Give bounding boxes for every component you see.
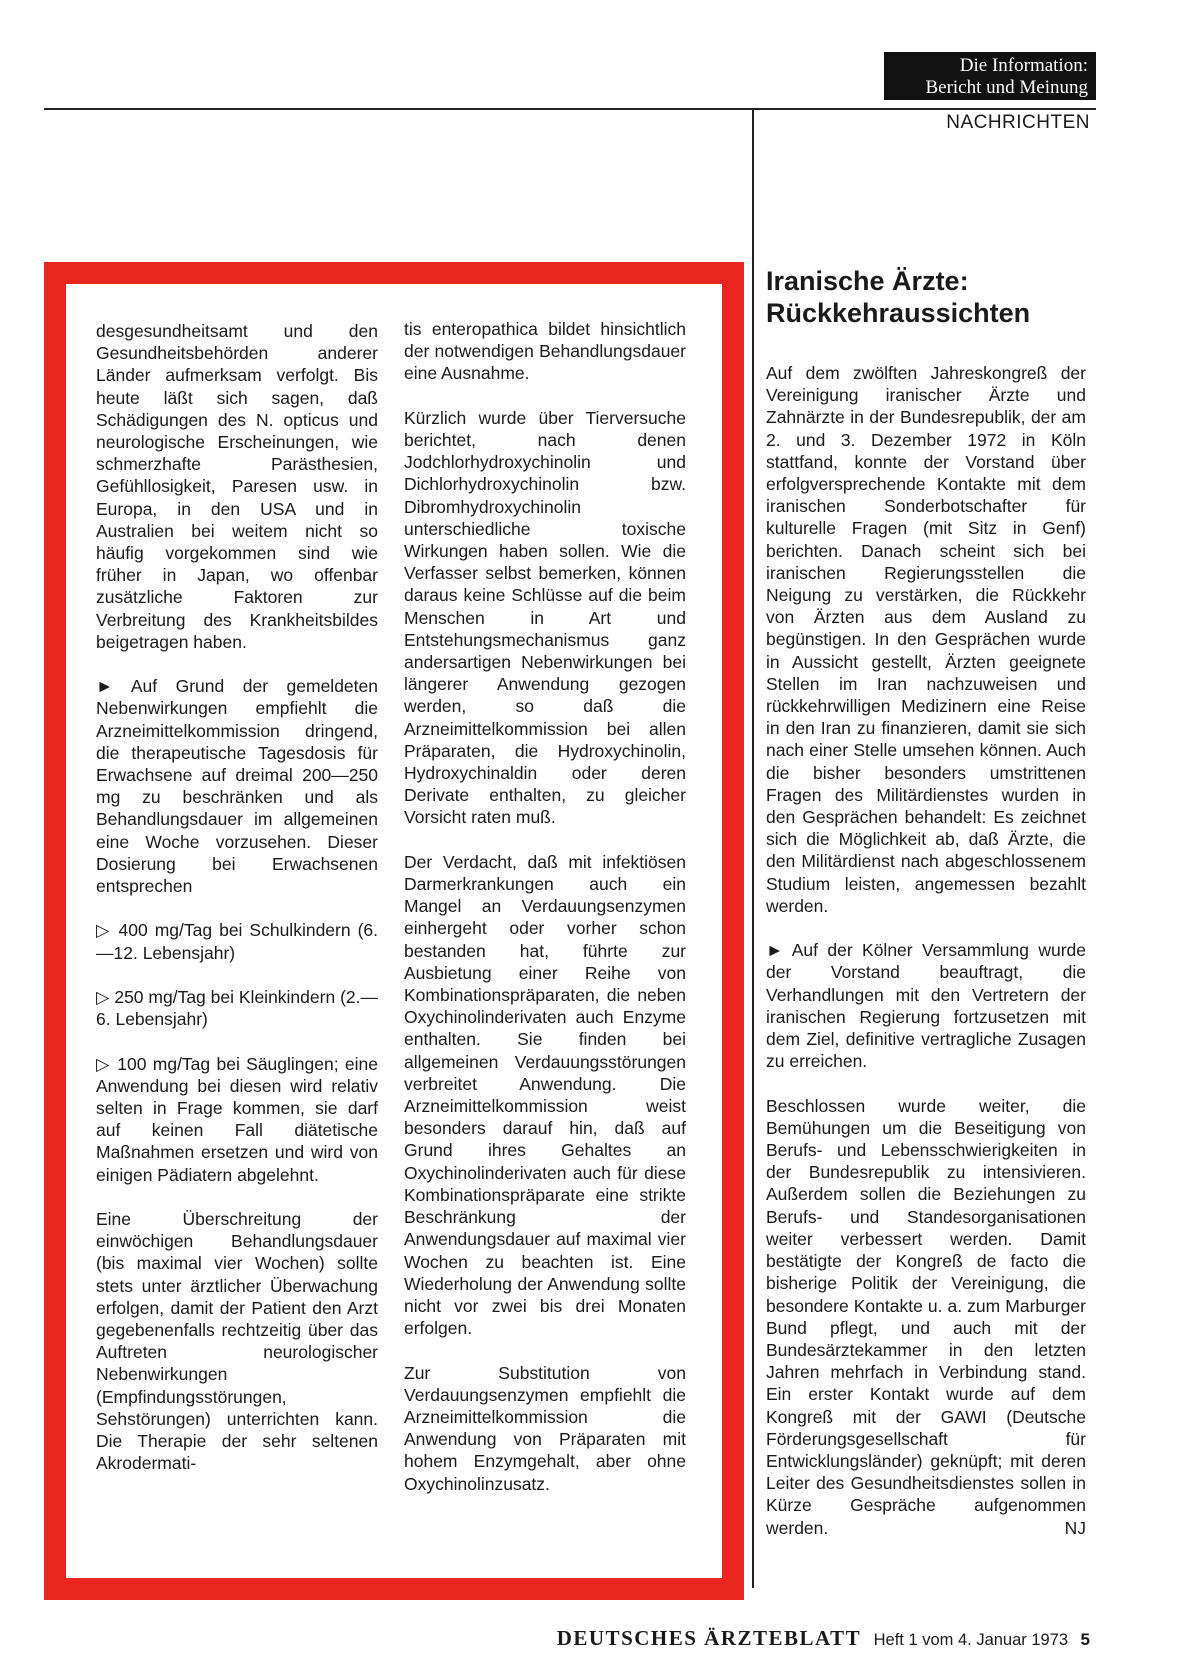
page-number: 5 [1080, 1630, 1090, 1649]
dosage-item: ▷ 400 mg/Tag bei Schulkindern (6.—12. Lebensjahr) [96, 920, 378, 963]
paragraph: Kürzlich wurde über Tierversuche berichtet, nach denen Jodchlorhydroxychinolin und Dichlorhydroxychinolin bzw. Dibromhydroxychinolin unterschiedliche toxische Wirkungen haben sollen. Wie die Verfasser selbst bemerken, können daraus keine Schlüsse auf die beim Menschen in Art und Entstehungsmechanismus ganz andersartigen Nebenwirkungen bei längerer Anwendung gezogen werden, so daß die Arzneimittelkommission bei allen Präparaten, die Hydroxychinolin, Hydroxychinaldin oder deren Derivate enthalten, zu gleicher Vorsicht raten muß. [404, 407, 686, 828]
article-title-line2: Rückkehraussichten [766, 298, 1031, 328]
section-label: NACHRICHTEN [946, 112, 1090, 133]
paragraph: Der Verdacht, daß mit infektiösen Darmerkrankungen auch ein Mangel an Verdauungsenzymen einhergeht oder vorher schon bestanden hat, führte zur Ausbietung einer Reihe von Kombinationspräparaten, die neben Oxychinolinderivaten auch Enzyme enthalten. Sie finden bei allgemeinen Verdauungsstörungen verbreitet Anwendung. Die Arzneimittelkommission weist besonders darauf hin, daß auf Grund ihres Gehaltes an Oxychinolinderivaten auch für diese Kombinationspräparate eine strikte Beschränkung der Anwendungsdauer auf maximal vier Wochen zu beachten ist. Eine Wiederholung der Anwendung sollte nicht vor zwei bis drei Monaten erfolgen. [404, 851, 686, 1339]
dosage-item: ▷ 100 mg/Tag bei Säuglingen; eine Anwendung bei diesen wird relativ selten in Frage kommen, sie darf auf keinen Fall diätetische Maßnahmen ersetzen und wird von einigen Pädiatern abgelehnt. [96, 1053, 378, 1185]
paragraph: ► Auf der Kölner Versammlung wurde der Vorstand beauftragt, die Verhandlungen mit den Vertretern der iranischen Regierung fortzusetzen mit dem Ziel, definitive vertragliche Zusagen zu erreichen. [766, 940, 1086, 1072]
article-title [766, 265, 1096, 329]
paragraph: Beschlossen wurde weiter, die Bemühungen um die Beseitigung von Berufs- und Lebensschwierigkeiten in der Bundesrepublik zu intensivieren. Außerdem sollen die Beziehungen zu Berufs- und Standesorganisationen weiter verbessert werden. Damit bestätigte der Kongreß de facto die bisherige Politik der Vereinigung, die besondere Kontakte u. a. zum Marburger Bund pflegt, und auch mit der Bundesärztekammer in den letzten Jahren mehrfach in Verbindung stand. Ein erster Kontakt wurde auf dem Kongreß mit der GAWI (Deutsche Förderungsgesellschaft für Entwicklungsländer) geknüpft; mit deren Leiter des Gesundheitsdienstes sollen in Kürze Gespräche aufgenommen werden. [766, 1095, 1086, 1538]
paragraph: Eine Überschreitung der einwöchigen Behandlungsdauer (bis maximal vier Wochen) sollte stets unter ärztlicher Überwachung erfolgen, damit der Patient den Arzt gegebenenfalls rechtzeitig über das Auftreten neurologischer Nebenwirkungen (Empfindungsstörungen, Sehstörungen) unterrichten kann. Die Therapie der sehr seltenen Akrodermati- [96, 1209, 378, 1474]
left-article-column-1 [96, 320, 378, 1497]
right-article-column [766, 362, 1086, 1539]
header-tag-line1: Die Information: [959, 55, 1088, 76]
column-divider [752, 108, 754, 1588]
header-section-tag [884, 52, 1096, 100]
paragraph: ► Auf Grund der gemeldeten Nebenwirkungen empfiehlt die Arzneimittelkommission dringend, die therapeutische Tagesdosis für Erwachsene auf dreimal 200—250 mg zu beschränken und als Behandlungsdauer im allgemeinen eine Woche vorzusehen. Dieser Dosierung bei Erwachsenen entsprechen [96, 676, 378, 897]
page-footer [496, 1626, 1090, 1651]
header-rule [44, 108, 1096, 110]
paragraph: tis enteropathica bildet hinsichtlich der notwendigen Behandlungsdauer eine Ausnahme. [404, 319, 686, 384]
dosage-item: ▷ 250 mg/Tag bei Kleinkindern (2.—6. Lebensjahr) [96, 987, 378, 1030]
paragraph: desgesundheitsamt und den Gesundheitsbehörden anderer Länder aufmerksam verfolgt. Bis heute läßt sich sagen, daß Schädigungen des N. opticus und neurologische Erscheinungen, wie schmerzhafte Parästhesien, Gefühllosigkeit, Paresen usw. in Europa, in den USA und in Australien bei weitem nicht so häufig vorgekommen sind wie früher in Japan, wo offenbar zusätzliche Faktoren zur Verbreitung des Krankheitsbildes beigetragen haben. [96, 321, 378, 652]
article-title-line1: Iranische Ärzte: [766, 266, 969, 296]
journal-name: DEUTSCHES ÄRZTEBLATT [556, 1626, 862, 1650]
paragraph: Zur Substitution von Verdauungsenzymen empfiehlt die Arzneimittelkommission die Anwendung von Präparaten mit hohem Enzymgehalt, aber ohne Oxychinolinzusatz. [404, 1362, 686, 1494]
issue-info: Heft 1 vom 4. Januar 1973 [873, 1631, 1069, 1649]
left-article-column-2 [404, 318, 686, 1517]
header-tag-line2: Bericht und Meinung [925, 77, 1088, 98]
closing-paragraph [766, 1095, 1086, 1539]
paragraph: Auf dem zwölften Jahreskongreß der Vereinigung iranischer Ärzte und Zahnärzte in der Bundesrepublik, der am 2. und 3. Dezember 1972 in Köln stattfand, konnte der Vorstand über erfolgversprechende Kontakte mit dem iranischen Sonderbotschafter für kulturelle Fragen (mit Sitz in Genf) berichten. Danach scheint sich bei iranischen Regierungsstellen die Neigung zu verstärken, die Rückkehr von Ärzten aus dem Ausland zu begünstigen. In den Gesprächen wurde in Aussicht gestellt, Ärzten geeignete Stellen im Iran nachzuweisen und rückkehrwilligen Medizinern eine Reise in den Iran zu finanzieren, damit sie sich nach einer Stelle umsehen können. Auch die bisher besonders umstrittenen Fragen des Militärdienstes wurden in den Gesprächen behandelt: Es zeichnet sich die Möglichkeit ab, daß Ärzte, die den Militärdienst nach abgeschlossenem Studium leisten, angemessen bezahlt werden. [766, 363, 1086, 916]
author-signature: NJ [1064, 1517, 1086, 1538]
